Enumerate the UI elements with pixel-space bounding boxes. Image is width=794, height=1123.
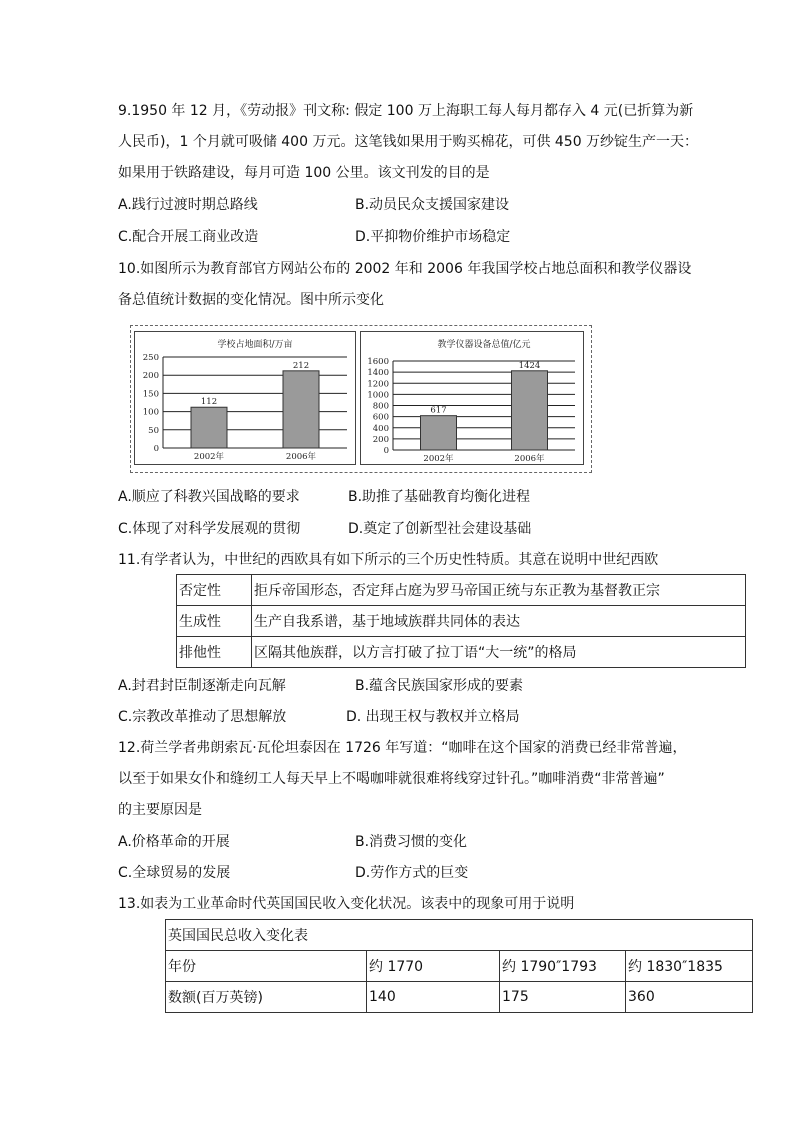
y-tick-label: 50 — [148, 425, 159, 436]
trait-description: 拒斥帝国形态，否定拜占庭为罗马帝国正统与东正教为基督教正宗 — [252, 575, 746, 606]
y-tick-label: 0 — [153, 444, 159, 454]
q11-traits-table — [176, 574, 746, 668]
q9-option-b: B.动员民众支援国家建设 — [355, 197, 510, 213]
y-tick-label: 200 — [142, 371, 159, 382]
table-header-cell: 约 1770 — [367, 951, 500, 982]
q12-stem-line-2: 以至于如果女仆和缝纫工人每天早上不喝咖啡就很难将线穿过针孔。”咖啡消费“非常普遍” — [118, 771, 665, 787]
data-label: 212 — [292, 360, 310, 371]
table-cell: 140 — [367, 982, 500, 1013]
q10-option-a: A.顺应了科教兴国战略的要求 — [118, 489, 300, 505]
y-tick-label: 400 — [372, 423, 389, 434]
q12-stem-line-3: 的主要原因是 — [118, 802, 202, 818]
data-label: 617 — [430, 405, 447, 416]
q10-option-c: C.体现了对科学发展观的贯彻 — [118, 521, 301, 537]
table-cell: 175 — [500, 982, 626, 1013]
q10-stem-line-1: 10.如图所示为教育部官方网站公布的 2002 年和 2006 年我国学校占地总面积和教学仪器设 — [118, 261, 692, 277]
y-tick-label: 800 — [372, 401, 389, 412]
q12-option-b: B.消费习惯的变化 — [355, 834, 468, 850]
y-tick-label: 0 — [383, 446, 389, 456]
q12-option-a: A.价格革命的开展 — [118, 834, 230, 850]
q9-option-d: D.平抑物价维护市场稳定 — [355, 229, 511, 245]
table-title: 英国国民总收入变化表 — [166, 920, 753, 951]
table-row — [166, 951, 753, 982]
chart-figure — [130, 325, 592, 473]
trait-term: 否定性 — [177, 575, 252, 606]
table-row — [177, 575, 746, 606]
table-cell: 360 — [626, 982, 753, 1013]
q11-stem: 11.有学者认为，中世纪的西欧具有如下所示的三个历史性特质。其意在说明中世纪西欧 — [118, 552, 659, 568]
y-tick-label: 100 — [142, 407, 159, 418]
bar — [512, 371, 548, 450]
q9-stem-line-2: 人民币)，1 个月就可吸储 400 万元。这笔钱如果用于购买棉花，可供 450 万纱锭生产一天： — [118, 134, 699, 150]
q13-stem: 13.如表为工业革命时代英国国民收入变化状况。该表中的现象可用于说明 — [118, 896, 575, 912]
table-cell: 数额(百万英镑) — [166, 982, 367, 1013]
y-tick-label: 250 — [142, 353, 159, 363]
y-tick-label: 1400 — [367, 368, 389, 379]
chart-panel-area — [134, 331, 356, 465]
table-header-cell: 年份 — [166, 951, 367, 982]
x-tick-label: 2002年 — [193, 452, 225, 462]
q9-option-c: C.配合开展工商业改造 — [118, 229, 259, 245]
table-header-cell: 约 1790″1793 — [500, 951, 626, 982]
q9-stem-line-1: 9.1950 年 12 月，《劳动报》刊文称: 假定 100 万上海职工每人每月都存入 4 元(已折算为新 — [118, 103, 694, 119]
bar — [283, 371, 319, 448]
table-row — [166, 982, 753, 1013]
q12-option-c: C.全球贸易的发展 — [118, 865, 231, 881]
x-tick-label: 2006年 — [285, 452, 317, 462]
q9-option-a: A.践行过渡时期总路线 — [118, 197, 258, 213]
x-tick-label: 2006年 — [514, 454, 545, 464]
data-label: 1424 — [518, 360, 541, 371]
trait-term: 生成性 — [177, 606, 252, 637]
q11-option-a: A.封君封臣制逐渐走向瓦解 — [118, 678, 286, 694]
trait-description: 区隔其他族群，以方言打破了拉丁语“大一统”的格局 — [252, 637, 746, 668]
q9-stem-line-3: 如果用于铁路建设，每月可造 100 公里。该文刊发的目的是 — [118, 165, 490, 181]
bar — [421, 416, 457, 450]
chart-panel-equipment — [360, 331, 584, 465]
table-header-cell: 约 1830″1835 — [626, 951, 753, 982]
y-tick-label: 1000 — [367, 390, 389, 401]
chart-title: 教学仪器设备总值/亿元 — [437, 340, 531, 350]
y-tick-label: 150 — [142, 389, 159, 400]
bar — [191, 407, 227, 448]
trait-description: 生产自我系谱，基于地域族群共同体的表达 — [252, 606, 746, 637]
x-tick-label: 2002年 — [423, 454, 454, 464]
y-tick-label: 1600 — [367, 357, 389, 367]
trait-term: 排他性 — [177, 637, 252, 668]
chart-title: 学校占地面积/万亩 — [217, 340, 293, 350]
q12-option-d: D.劳作方式的巨变 — [355, 865, 469, 881]
y-tick-label: 200 — [372, 434, 389, 445]
table-row — [177, 606, 746, 637]
q10-option-b: B.助推了基础教育均衡化进程 — [348, 489, 531, 505]
chart-school-area — [135, 332, 355, 464]
data-label: 112 — [200, 397, 218, 408]
table-row — [166, 920, 753, 951]
chart-equipment-value — [361, 332, 583, 464]
y-tick-label: 600 — [372, 412, 389, 423]
q10-stem-line-2: 备总值统计数据的变化情况。图中所示变化 — [118, 292, 384, 308]
q13-income-table — [165, 919, 753, 1013]
q11-option-d: D. 出现王权与教权并立格局 — [346, 709, 520, 725]
y-tick-label: 1200 — [367, 379, 389, 390]
table-row — [177, 637, 746, 668]
q10-option-d: D.奠定了创新型社会建设基础 — [348, 521, 532, 537]
q11-option-c: C.宗教改革推动了思想解放 — [118, 709, 287, 725]
q12-stem-line-1: 12.荷兰学者弗朗索瓦·瓦伦坦泰因在 1726 年写道：“咖啡在这个国家的消费已经非常普遍， — [118, 740, 687, 756]
q11-option-b: B.蕴含民族国家形成的要素 — [355, 678, 524, 694]
